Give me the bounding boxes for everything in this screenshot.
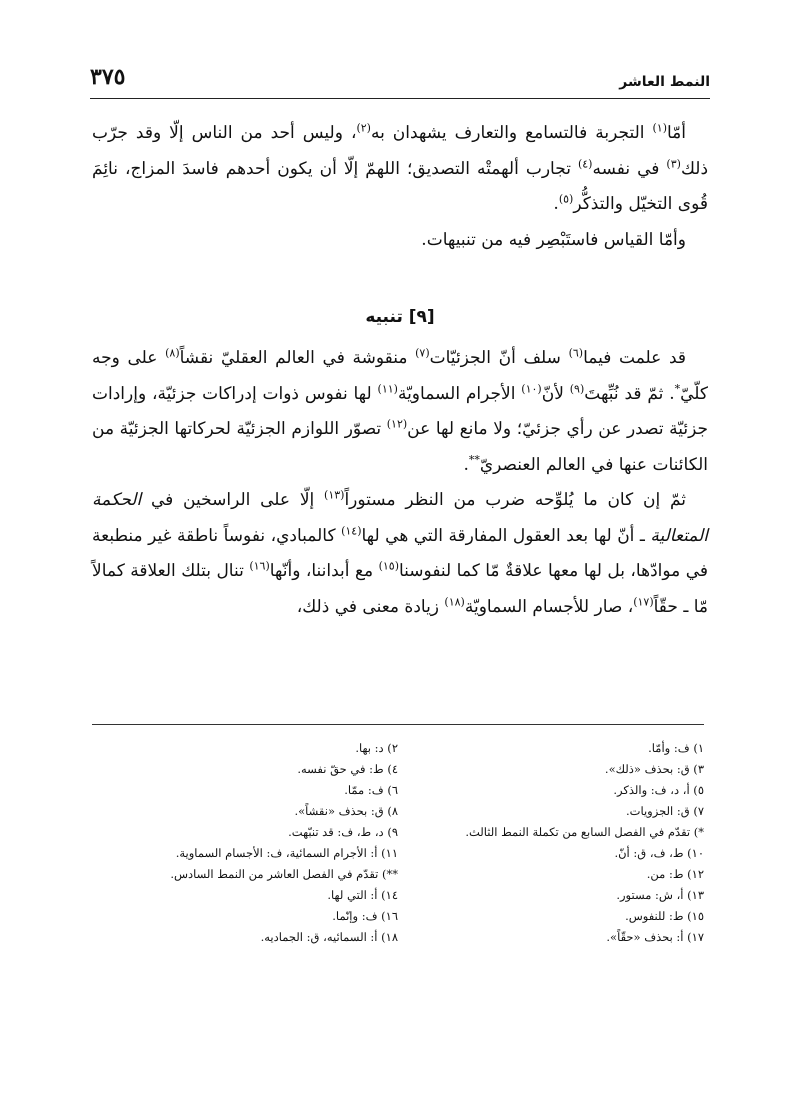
page-number: ٣٧٥ <box>90 64 126 90</box>
footnote-item: ٨) ق: بحذف «نقشاً». <box>294 804 398 818</box>
footnote-row <box>92 780 704 801</box>
footnote-row <box>92 822 704 843</box>
chapter-title: النمط العاشر <box>619 74 710 90</box>
text-run: تجارب ألهمتْه التصديق؛ اللهمّ إلّا أن يكون أحدهم فاسدَ المزاج، نائِمَ قُوى التخيّل والتذكُّر <box>92 158 708 214</box>
footnote-item: ١٧) أ: بحذف «حقّاً». <box>606 930 704 944</box>
text-run: منقوشة في العالم العقليّ نقشاً <box>179 348 416 368</box>
text-run: ، صار للأجسام السماويّة <box>464 596 634 617</box>
footnote-row <box>92 801 704 822</box>
footnote-ref[interactable]: (٥) <box>558 192 574 206</box>
footnote-ref[interactable]: (١٤) <box>341 523 362 537</box>
footnote-ref[interactable]: (١٦) <box>249 559 270 573</box>
footnote-item: ١٦) ف: وإنّما. <box>332 909 398 923</box>
text-run: الأجرام السماويّة <box>397 383 522 404</box>
footnote-ref[interactable]: (٧) <box>415 346 430 360</box>
paragraph-experience <box>92 116 708 223</box>
paragraph-particulars <box>92 341 708 483</box>
footnote-ref[interactable]: (١٨) <box>444 594 465 608</box>
text-run: على وجه كلّيّ <box>92 348 708 404</box>
text-run: تصوّر اللوازم الجزئيّة لحركاتها الجزئيّة من الكائنات عنها في العالم العنصريّ <box>92 419 708 475</box>
footnote-ref[interactable]: (١٥) <box>378 559 399 573</box>
footnote-row <box>92 738 704 759</box>
footnote-ref[interactable]: (٣) <box>666 156 681 170</box>
footnote-row <box>92 885 704 906</box>
footnote-row <box>92 843 704 864</box>
footnote-ref[interactable]: (١٧) <box>633 594 654 608</box>
footnote-ref[interactable]: (١١) <box>377 381 398 395</box>
text-run: كالمبادي، نفوساً ناطقة غير منطبعة في موادّها، بل لها معها علاقةٌ مّا كما لنفوسنا <box>92 525 708 581</box>
running-header <box>90 60 710 94</box>
text-run: في نفسه <box>592 158 667 179</box>
footnote-item: ١٢) ط: من. <box>646 867 704 881</box>
footnote-ref[interactable]: (١٠) <box>521 381 542 395</box>
footnote-star[interactable]: ** <box>468 452 480 466</box>
text-run: لها نفوس ذوات إدراكات جزئيّة، وإرادات جزئيّة تصدر عن رأي جزئيّ؛ ولا مانع لها عن <box>92 383 708 439</box>
footnote-ref[interactable]: (١٢) <box>386 417 408 431</box>
text-run: ثمّ إن كان ما يُلوِّحه ضرب من النظر مستوراً <box>344 490 686 510</box>
text-run: سلف أنّ الجزئيّات <box>429 348 569 368</box>
footnote-item: ٩) د، ط، ف: قد تنبّهت. <box>288 825 398 839</box>
text-run: إلّا على الراسخين في <box>141 490 325 510</box>
footnote-ref[interactable]: (٦) <box>568 346 584 360</box>
text-run: لأنّ <box>541 383 570 404</box>
section-heading: [٩] تنبيه <box>365 307 435 327</box>
footnote-row <box>92 906 704 927</box>
text-run: . <box>553 194 559 214</box>
footnote-star[interactable]: * <box>674 381 681 395</box>
paragraph-analogy: وأمّا القياس فاستَبْصِر فيه من تنبيهات. <box>421 229 686 250</box>
footnote-row <box>92 864 704 885</box>
footnote-item: ٤) ط: في حقّ نفسه. <box>297 762 398 776</box>
text-run: التجربة فالتسامع والتعارف يشهدان به <box>370 123 653 143</box>
footnote-item: ٥) أ، د، ف: والذكر. <box>613 783 704 797</box>
footnote-row <box>92 927 704 948</box>
footnotes <box>92 738 704 948</box>
text-run: تنال بتلك العلاقة كمالاً مّا ـ حقّاً <box>92 561 708 617</box>
footnote-ref[interactable]: (٨) <box>165 346 180 360</box>
footnote-item: ١٨) أ: السمائيه، ق: الجماديه. <box>260 930 398 944</box>
footnote-item: **) تقدّم في الفصل العاشر من النمط السادس. <box>170 867 398 881</box>
footnote-item: *) تقدّم في الفصل السابع من تكملة النمط الثالث. <box>465 825 704 839</box>
footnote-item: ٢) د: بها. <box>355 741 398 755</box>
main-text <box>92 116 708 625</box>
footnote-ref[interactable]: (١) <box>652 121 667 135</box>
footnote-item: ٦) ف: ممّا. <box>344 783 398 797</box>
footnote-item: ١٣) أ، ش: مستور. <box>616 888 704 902</box>
footnote-divider <box>92 724 704 725</box>
text-run: . ثمّ قد نُبِّهتَ <box>584 383 675 404</box>
footnote-row <box>92 759 704 780</box>
footnote-item: ١٠) ط، ف، ق: أنّ. <box>614 846 704 860</box>
text-run: ـ أنّ لها بعد العقول المفارقة التي هي لها <box>361 525 651 546</box>
text-run: أمّا <box>667 123 687 143</box>
footnote-item: ١٥) ط: للنفوس. <box>625 909 704 923</box>
text-run: مع أبداننا، وأنّها <box>269 561 379 581</box>
text-run: . <box>463 454 469 475</box>
footnote-ref[interactable]: (٩) <box>569 381 585 395</box>
footnote-ref[interactable]: (٤) <box>577 156 593 170</box>
footnote-item: ٣) ق: بحذف «ذلك». <box>604 762 704 776</box>
footnote-item: ١١) أ: الأجرام السمائية، ف: الأجسام السماوية. <box>175 846 398 860</box>
footnote-item: ٧) ق: الجزويات. <box>626 804 704 818</box>
text-run: زيادة معنى في ذلك، <box>296 596 445 617</box>
header-divider <box>90 98 710 99</box>
book-title-italic: الحكمة المتعالية <box>92 490 709 546</box>
footnote-ref[interactable]: (٢) <box>356 121 371 135</box>
text-run: ، وليس أحد من الناس إلّا وقد جرّب ذلك <box>92 123 709 179</box>
footnote-ref[interactable]: (١٣) <box>324 488 345 502</box>
footnote-item: ١٤) أ: التي لها. <box>327 888 398 902</box>
footnote-item: ١) ف: وأمّا. <box>648 741 704 755</box>
paragraph-celestial-souls <box>92 483 708 625</box>
text-run: قد علمت فيما <box>583 348 686 368</box>
